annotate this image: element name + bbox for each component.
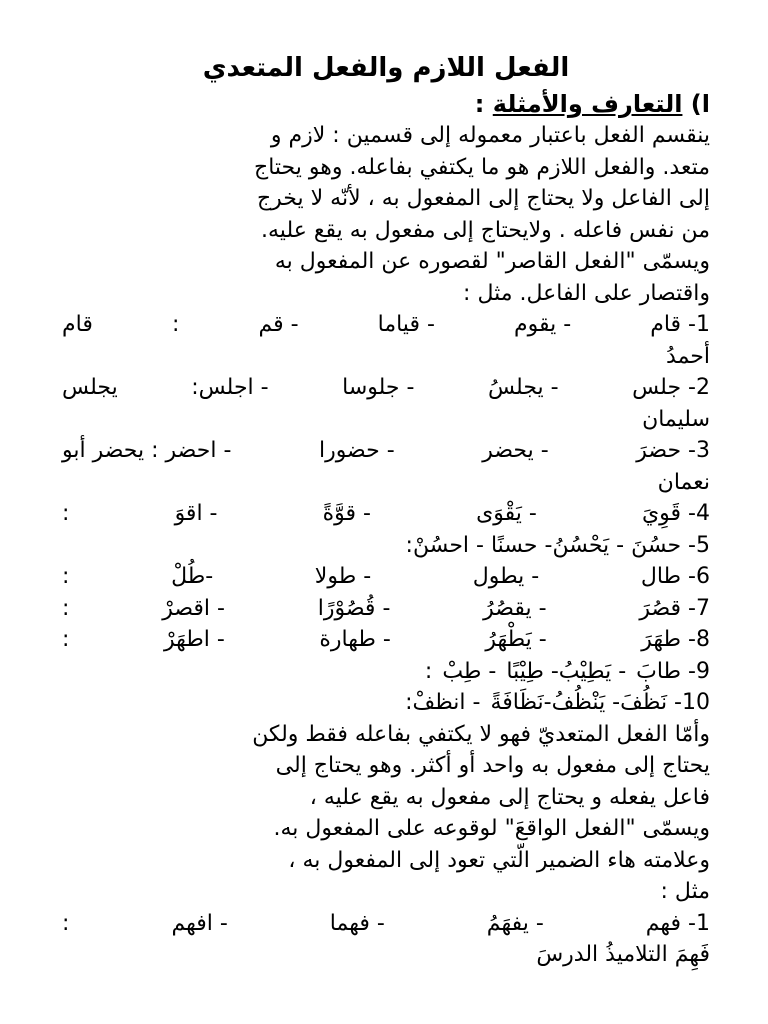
example-cell: - فهما	[329, 910, 385, 936]
example-cell: - طهارة	[319, 627, 391, 652]
example-row	[62, 561, 710, 593]
text-line: وأمّا الفعل المتعديّ فهو لا يكتفي بفاعله فقط ولكن	[252, 721, 710, 747]
example-cell: -طُلْ	[171, 564, 214, 589]
text-line: مثل :	[660, 879, 710, 904]
example-row	[62, 435, 710, 467]
example-cell: - يَطْهَرُ	[485, 627, 547, 652]
example-cell: :	[62, 501, 70, 526]
example-cell: - اقصرْ	[162, 595, 225, 621]
section-colon: :	[474, 90, 485, 118]
text-line: إلى الفاعل ولا يحتاج إلى المفعول به ، لأنّه لا يخرج	[256, 186, 710, 211]
example-cell: :	[62, 564, 70, 589]
example-cell: 1- قام	[650, 312, 710, 337]
example-cell: 8- طهَرَ	[641, 627, 710, 652]
text-line: من نفس فاعله . ولايحتاج إلى مفعول به يقع عليه.	[261, 217, 710, 243]
example-row	[62, 593, 710, 625]
lazim-examples	[62, 309, 710, 719]
example-cell: - يجلسُ	[488, 375, 559, 400]
example-cell: - قم	[258, 312, 299, 337]
text-line: ويسمّى "الفعل القاصر" لقصوره عن المفعول به	[274, 249, 710, 274]
example-cell: - يَطِيْبُ- طِيْبًا	[506, 658, 627, 684]
example-cell: يجلس	[62, 375, 118, 400]
example-cell: - اقوَ	[174, 501, 218, 526]
example-cell: 10- نَظُفَ- يَنْظُفُ-نَظَافَةً	[490, 690, 710, 715]
example-cell: - قُصُوْرًا	[317, 595, 391, 621]
example-row	[62, 372, 710, 404]
example-cell: - احضر : يحضر أبو	[62, 438, 232, 463]
example-cell: - جلوسا	[342, 375, 415, 400]
example-cell: :	[424, 658, 433, 684]
text-line: وعلامته هاء الضمير الّتي تعود إلى المفعول به ،	[288, 847, 710, 873]
example-row	[62, 624, 710, 656]
text-line: فاعل يفعله و يحتاج إلى مفعول به يقع عليه ،	[309, 784, 710, 810]
example-cell: :	[62, 595, 70, 621]
example-row	[62, 687, 710, 719]
page-title: الفعل اللازم والفعل المتعدي	[202, 53, 570, 83]
example-cell: - اجلس:	[191, 375, 269, 400]
example-cell: - طِبْ	[442, 658, 497, 684]
example-cell: - افهم	[171, 910, 228, 936]
section-number: ا)	[690, 90, 710, 118]
example-continuation: أحمدُ	[666, 343, 710, 369]
example-cell: قام	[62, 312, 93, 337]
example-cell: :	[62, 910, 70, 936]
example-cell: 4- قَوِيَ	[641, 501, 710, 526]
example-cell: - طولا	[314, 564, 372, 589]
example-cell: 2- جلس	[632, 375, 710, 400]
example-cell: - قوَّةً	[322, 501, 371, 526]
example-cell: :	[171, 312, 180, 337]
example-cell: - حضورا	[318, 438, 395, 463]
example-row	[62, 498, 710, 530]
example-cell: 9- طابَ	[636, 658, 710, 684]
example-cell: 1- فهم	[645, 910, 710, 936]
example-continuation: فَهِمَ التلاميذُ الدرسَ	[536, 942, 710, 967]
example-continuation: نعمان	[657, 469, 710, 495]
section-heading	[62, 88, 710, 120]
example-cell: - يقوم	[513, 312, 572, 337]
intro-paragraph	[62, 120, 710, 309]
example-cell: 3- حضرَ	[636, 438, 710, 463]
text-line: ويسمّى "الفعل الواقعَ" لوقوعه على المفعول به.	[273, 816, 710, 841]
section-label: التعارف والأمثلة	[492, 90, 683, 118]
example-row	[62, 530, 710, 562]
mutaaddi-paragraph	[62, 719, 710, 908]
example-cell: - اطهَرْ	[164, 627, 225, 652]
example-row	[62, 309, 710, 341]
example-continuation: سليمان	[642, 406, 710, 432]
text-line: واقتصار على الفاعل. مثل :	[463, 280, 710, 306]
example-cell: - انظفْ:	[405, 690, 481, 715]
text-line: متعد. والفعل اللازم هو ما يكتفي بفاعله. وهو يحتاج	[254, 154, 710, 180]
example-cell: - يطول	[472, 564, 540, 589]
mutaaddi-examples	[62, 908, 710, 971]
text-line: يحتاج إلى مفعول به واحد أو أكثر. وهو يحتاج إلى	[275, 753, 710, 778]
example-cell: - قياما	[377, 312, 435, 337]
example-row	[62, 656, 710, 688]
example-cell: - يفهَمُ	[486, 910, 544, 936]
example-cell: 7- قصُرَ	[639, 595, 710, 621]
example-cell: - يحضر	[482, 438, 549, 463]
example-cell: - يقصُرُ	[483, 595, 547, 621]
example-cell: - يَقْوَى	[476, 501, 537, 526]
text-line: ينقسم الفعل باعتبار معموله إلى قسمين : لازم و	[270, 123, 710, 148]
example-cell: 5- حسُنَ - يَحْسُنُ- حسنًا - احسُنْ:	[405, 532, 710, 558]
example-row	[62, 908, 710, 940]
example-cell: 6- طال	[640, 564, 710, 589]
example-cell: :	[62, 627, 70, 652]
